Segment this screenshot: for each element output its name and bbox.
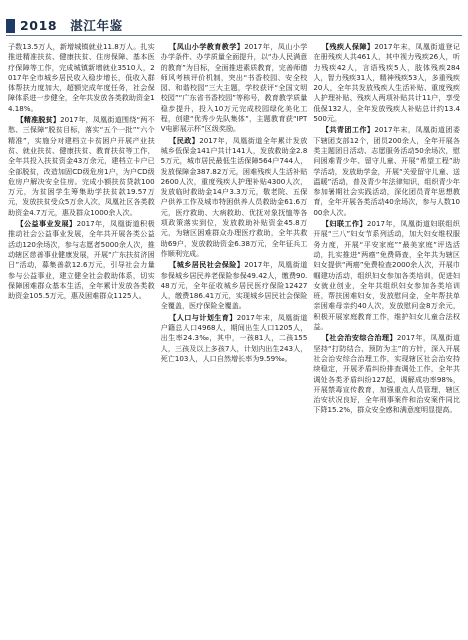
paragraph-body: 2017年，凤凰街道妇联组织开展“三八”妇女节系列活动，加大妇女维权服务力度，开展“平安家庭”“最美家庭”评选活动，扎实推进“两癌”免费筛查，全年共为辖区妇女提供“两癌”免费检查2000余人次，开展巾帼建功活动，组织妇女参加各类培训，促进妇女就业创业，全年共组织妇女参加各类培训班，帮扶困难妇女，发放慰问金，全年帮扶单亲困难母亲约40人次，发放慰问金8万余元，积极开展家庭教育工作，维护妇女儿童合法权益。 — [313, 219, 461, 332]
paragraph-body: 2017年，凤凰街道参保城乡居民养老保险参保49.42人，缴费90.48万元，全年征收城乡居民医疗保险12427人，缴费186.41万元，实现城乡居民社会保险全覆盖，医疗保险全覆盖。 — [160, 260, 308, 311]
paragraph-body: 2017年，凤凰街道全年累计发放城乡低保金141户共计141人，发放救助金2.85万元，城市居民最低生活保障564户744人，发放保障金387.82万元，困难残疾人生活补贴2600人次，重度残疾人护理补贴4300人次，发放临时救助金14户3.3万元，敬老院、五保户供养工作及城市特困供养人员救助金61.6万元，医疗救助、大病救助、优抚对象抚恤等各项政策落实到位，发放救助补贴资金45.8万元，为辖区困难群众办理医疗救助，全年共救助69户，发放救助资金6.38万元，全年征兵工作顺利完成。 — [160, 135, 308, 258]
article-paragraph — [313, 42, 460, 124]
section-heading: 【妇联工作】 — [321, 219, 367, 229]
page-header — [0, 18, 468, 34]
paragraph-body: 2017年，凤凰街道围绕“两不愁、三保障”脱贫目标，落实“五个一批”“六个精准”，实施分对建档立卡贫困户开展产业扶贫、就业扶贫、健康扶贫、教育扶贫等工作，全年共投入扶贫资金43万余元，建档立卡户已全部脱贫，改造加固CD级危房1户，为户CD级危房户解决安全住房。完成小额扶贫贷款100万元，为贫困学生筹集助学扶贫款19.57万元，发放扶贫受众5万余人次，凤凰社区各类救助资金4.7万元，惠及群众1000余人次。 — [8, 115, 155, 217]
column-middle — [161, 42, 308, 634]
header-divider — [6, 35, 462, 36]
article-paragraph — [8, 219, 155, 301]
section-heading: 【人口与计划生育】 — [169, 312, 237, 322]
paragraph-body: 2017年，凤凰街道积极推动社会公益事业发展，全年共开展各类公益活动120余场次，参与志愿者5000余人次，推动辖区慈善事业健康发展，开展“广东扶贫济困日”活动，募集善款12.6万元，引导社会力量参与公益事业，建立健全社会救助体系，切实保障困难群众基本生活，全年累计发放各类救助资金105.5万元，惠及困难群众1125人。 — [8, 219, 155, 301]
article-paragraph — [161, 260, 308, 311]
paragraph-body: 2017年末，凤凰街道团委下辖团支部12个，团员200余人，全年开展各类主题团日活动、志愿服务活动50余场次，慰问困难青少年、留守儿童、开展“希望工程”助学活动，发放助学金，开展“关爱留守儿童、送温暖”活动，普及青少年法律知识，组织青少年参加暑期社会实践活动，深化团员青年思想教育，全年开展各类活动40余场次，参与人数1000余人次。 — [313, 125, 461, 217]
section-heading: 【城乡居民社会保险】 — [169, 260, 245, 270]
section-heading: 【凤山小学教育教学】 — [169, 42, 245, 51]
yearbook-title: 2018 湛江年鉴 — [20, 18, 123, 33]
article-paragraph — [313, 219, 460, 332]
section-heading: 【共青团工作】 — [321, 125, 375, 135]
section-heading: 【社会治安综合治理】 — [321, 333, 397, 343]
article-paragraph — [161, 136, 308, 260]
section-heading: 【精准脱贫】 — [16, 115, 61, 125]
paragraph-body: 2017年，凤山小学办学条件、办学质量全面提升，以“办人民满意的教育”为目标，全面推进素质教育，完善师德师风考核评价机制，突出“书香校园、安全校园、和谐校园”三大主题，学校获评“全国文明校园”“广东省书香校园”等称号，教育教学质量稳步提升，投入10万元完成校园绿化美化工程，创建“优秀少先队集体”，主题教育获“IPTV电影展示杯”区级奖励。 — [160, 42, 308, 134]
section-heading: 【民政】 — [169, 135, 200, 145]
section-heading: 【公益事业发展】 — [16, 219, 77, 229]
section-heading: 【残疾人保障】 — [321, 42, 375, 51]
column-left — [8, 42, 155, 634]
article-paragraph — [313, 125, 460, 218]
column-right — [313, 42, 460, 634]
article-paragraph — [161, 313, 308, 364]
article-paragraph — [161, 42, 308, 135]
article-paragraph — [8, 42, 155, 114]
paragraph-body: 2017年末，凤凰街道登记在册残疾人共461人，其中视力残疾26人，听力残疾42人，言语残疾5人，肢体残疾284人，智力残疾31人，精神残疾53人，多重残疾20人，全年共发放残疾人生活补贴、重度残疾人护理补贴、残疾人两项补贴共计11户，享受低保132人，全年发放残疾人补贴总计约13.4500元。 — [313, 42, 461, 124]
paragraph-body: 子数13.5万人，新增城镇就业11.8万人。扎实推进精准扶贫、健康扶贫、住房保障、基本医疗保障等工作，完成城镇新增就业3510人，2017年全市城乡居民收入稳步增长，低收入群体帮扶力度加大，超额完成年度任务，社会保障体系进一步健全，全年共发放各类救助资金14.18%。 — [8, 42, 155, 113]
header-accent-bar — [6, 19, 15, 33]
paragraph-body: 2017年末，凤凰街道户籍总人口4968人，期间出生人口1205人，出生率24.3‰，其中，一孩81人，二孩155人，三孩及以上多孩7人，计划内出生243人，死亡103人，人口自然增长率为9.59‰。 — [160, 312, 308, 363]
paragraph-body: 2017年，凤凰街道坚持“打防结合、预防为主”的方针，深入开展社会治安综合治理工作，实现辖区社会治安持续稳定，开展矛盾纠纷排查调处工作，全年共调处各类矛盾纠纷127起，调解成功率98%，开展禁毒宣传教育，加强重点人员管理，辖区治安状况良好，全年刑事案件和治安案件同比下降15.2%，群众安全感和满意度明显提高。 — [313, 333, 461, 415]
article-columns — [8, 42, 460, 634]
article-paragraph — [8, 115, 155, 218]
article-paragraph — [313, 333, 460, 415]
